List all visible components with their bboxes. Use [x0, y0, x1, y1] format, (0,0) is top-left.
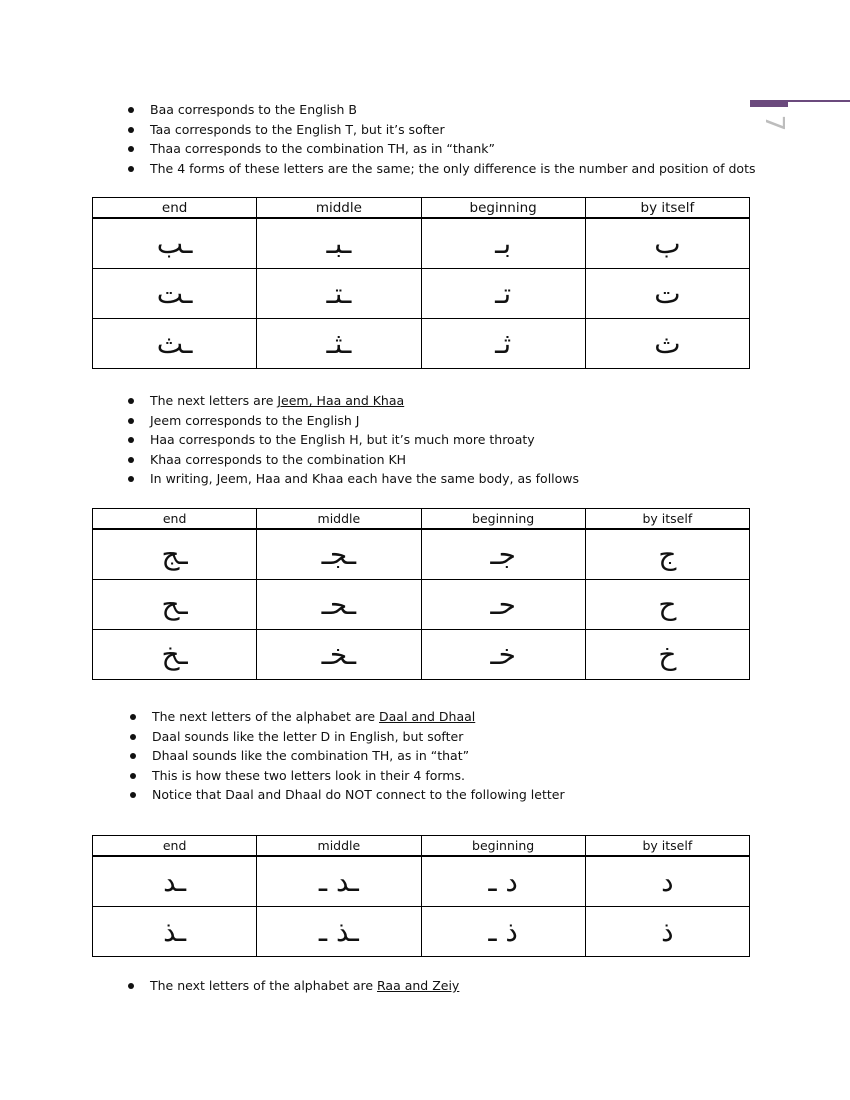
letter-cell: ـتـ — [257, 269, 421, 319]
letter-cell: ح — [585, 580, 749, 630]
list-item: Baa corresponds to the English B — [150, 100, 756, 120]
letter-cell: ـج — [93, 529, 257, 580]
table-header-row — [93, 836, 750, 857]
column-header-beginning: beginning — [421, 198, 585, 219]
list-item: Notice that Daal and Dhaal do NOT connect to the following letter — [152, 785, 565, 805]
table-row — [93, 580, 750, 630]
column-header-beginning: beginning — [421, 836, 585, 857]
letter-cell: ـحـ — [257, 580, 421, 630]
letter-cell: ذ ـ — [421, 907, 585, 957]
table-row — [93, 856, 750, 907]
table-header-row — [93, 509, 750, 530]
list-item: Taa corresponds to the English T, but it’s softer — [150, 120, 756, 140]
table-header-row — [93, 198, 750, 219]
letter-cell: ج — [585, 529, 749, 580]
letter-cell: ـت — [93, 269, 257, 319]
letter-cell: حـ — [421, 580, 585, 630]
topic-underlined: Raa and Zeiy — [377, 978, 460, 993]
letter-cell: تـ — [421, 269, 585, 319]
topic-underlined: Daal and Dhaal — [379, 709, 476, 724]
column-header-beginning: beginning — [421, 509, 585, 530]
letter-cell: ـد ـ — [257, 856, 421, 907]
column-header-by-itself: by itself — [585, 836, 749, 857]
table-row — [93, 529, 750, 580]
letter-cell: خـ — [421, 630, 585, 680]
bullet-list-raa-zeiy — [150, 976, 459, 996]
table-row — [93, 907, 750, 957]
letter-cell: ذ — [585, 907, 749, 957]
column-header-middle: middle — [257, 509, 421, 530]
list-item: Haa corresponds to the English H, but it’s much more throaty — [150, 430, 579, 450]
letter-cell: ـبـ — [257, 218, 421, 269]
bullet-list-baa-taa-thaa — [150, 100, 756, 178]
column-header-end: end — [93, 198, 257, 219]
letter-cell: خ — [585, 630, 749, 680]
list-item: Khaa corresponds to the combination KH — [150, 450, 579, 470]
list-item: The 4 forms of these letters are the same; the only difference is the number and position of dots — [150, 159, 756, 179]
table-row — [93, 319, 750, 369]
list-item-text: The next letters of the alphabet are — [152, 709, 380, 724]
letter-cell: ـح — [93, 580, 257, 630]
list-item: Dhaal sounds like the combination TH, as in “that” — [152, 746, 565, 766]
list-item: Daal sounds like the letter D in English, but softer — [152, 727, 565, 747]
letter-cell: ـذ — [93, 907, 257, 957]
header-bar-thick — [750, 100, 788, 107]
letter-cell: ـذ ـ — [257, 907, 421, 957]
letter-cell: ـجـ — [257, 529, 421, 580]
letter-cell: ـخـ — [257, 630, 421, 680]
list-item: This is how these two letters look in their 4 forms. — [152, 766, 565, 786]
letter-cell: ـث — [93, 319, 257, 369]
list-item: In writing, Jeem, Haa and Khaa each have the same body, as follows — [150, 469, 579, 489]
list-item — [150, 976, 459, 996]
letter-cell: بـ — [421, 218, 585, 269]
list-item — [152, 707, 565, 727]
letter-cell: د — [585, 856, 749, 907]
letter-cell: ـخ — [93, 630, 257, 680]
list-item-text: The next letters are — [150, 393, 278, 408]
column-header-end: end — [93, 836, 257, 857]
topic-underlined: Jeem, Haa and Khaa — [277, 393, 405, 408]
table-row — [93, 218, 750, 269]
bullet-list-jeem-haa-khaa — [150, 391, 579, 489]
letter-cell: ثـ — [421, 319, 585, 369]
letter-forms-table-daal — [92, 835, 750, 957]
letter-cell: ب — [585, 218, 749, 269]
list-item: Jeem corresponds to the English J — [150, 411, 579, 431]
column-header-end: end — [93, 509, 257, 530]
column-header-by-itself: by itself — [585, 509, 749, 530]
table-row — [93, 630, 750, 680]
letter-cell: جـ — [421, 529, 585, 580]
list-item: Thaa corresponds to the combination TH, as in “thank” — [150, 139, 756, 159]
letter-cell: ت — [585, 269, 749, 319]
letter-cell: ث — [585, 319, 749, 369]
column-header-middle: middle — [257, 198, 421, 219]
list-item-text: The next letters of the alphabet are — [150, 978, 378, 993]
list-item — [150, 391, 579, 411]
page-number: 7 — [759, 114, 789, 132]
table-row — [93, 269, 750, 319]
letter-cell: ـثـ — [257, 319, 421, 369]
bullet-list-daal-dhaal — [152, 707, 565, 805]
letter-cell: د ـ — [421, 856, 585, 907]
letter-cell: ـب — [93, 218, 257, 269]
header-bar-thin — [788, 100, 850, 102]
column-header-middle: middle — [257, 836, 421, 857]
letter-forms-table-jeem — [92, 508, 750, 680]
letter-cell: ـد — [93, 856, 257, 907]
letter-forms-table-baa — [92, 197, 750, 369]
column-header-by-itself: by itself — [585, 198, 749, 219]
